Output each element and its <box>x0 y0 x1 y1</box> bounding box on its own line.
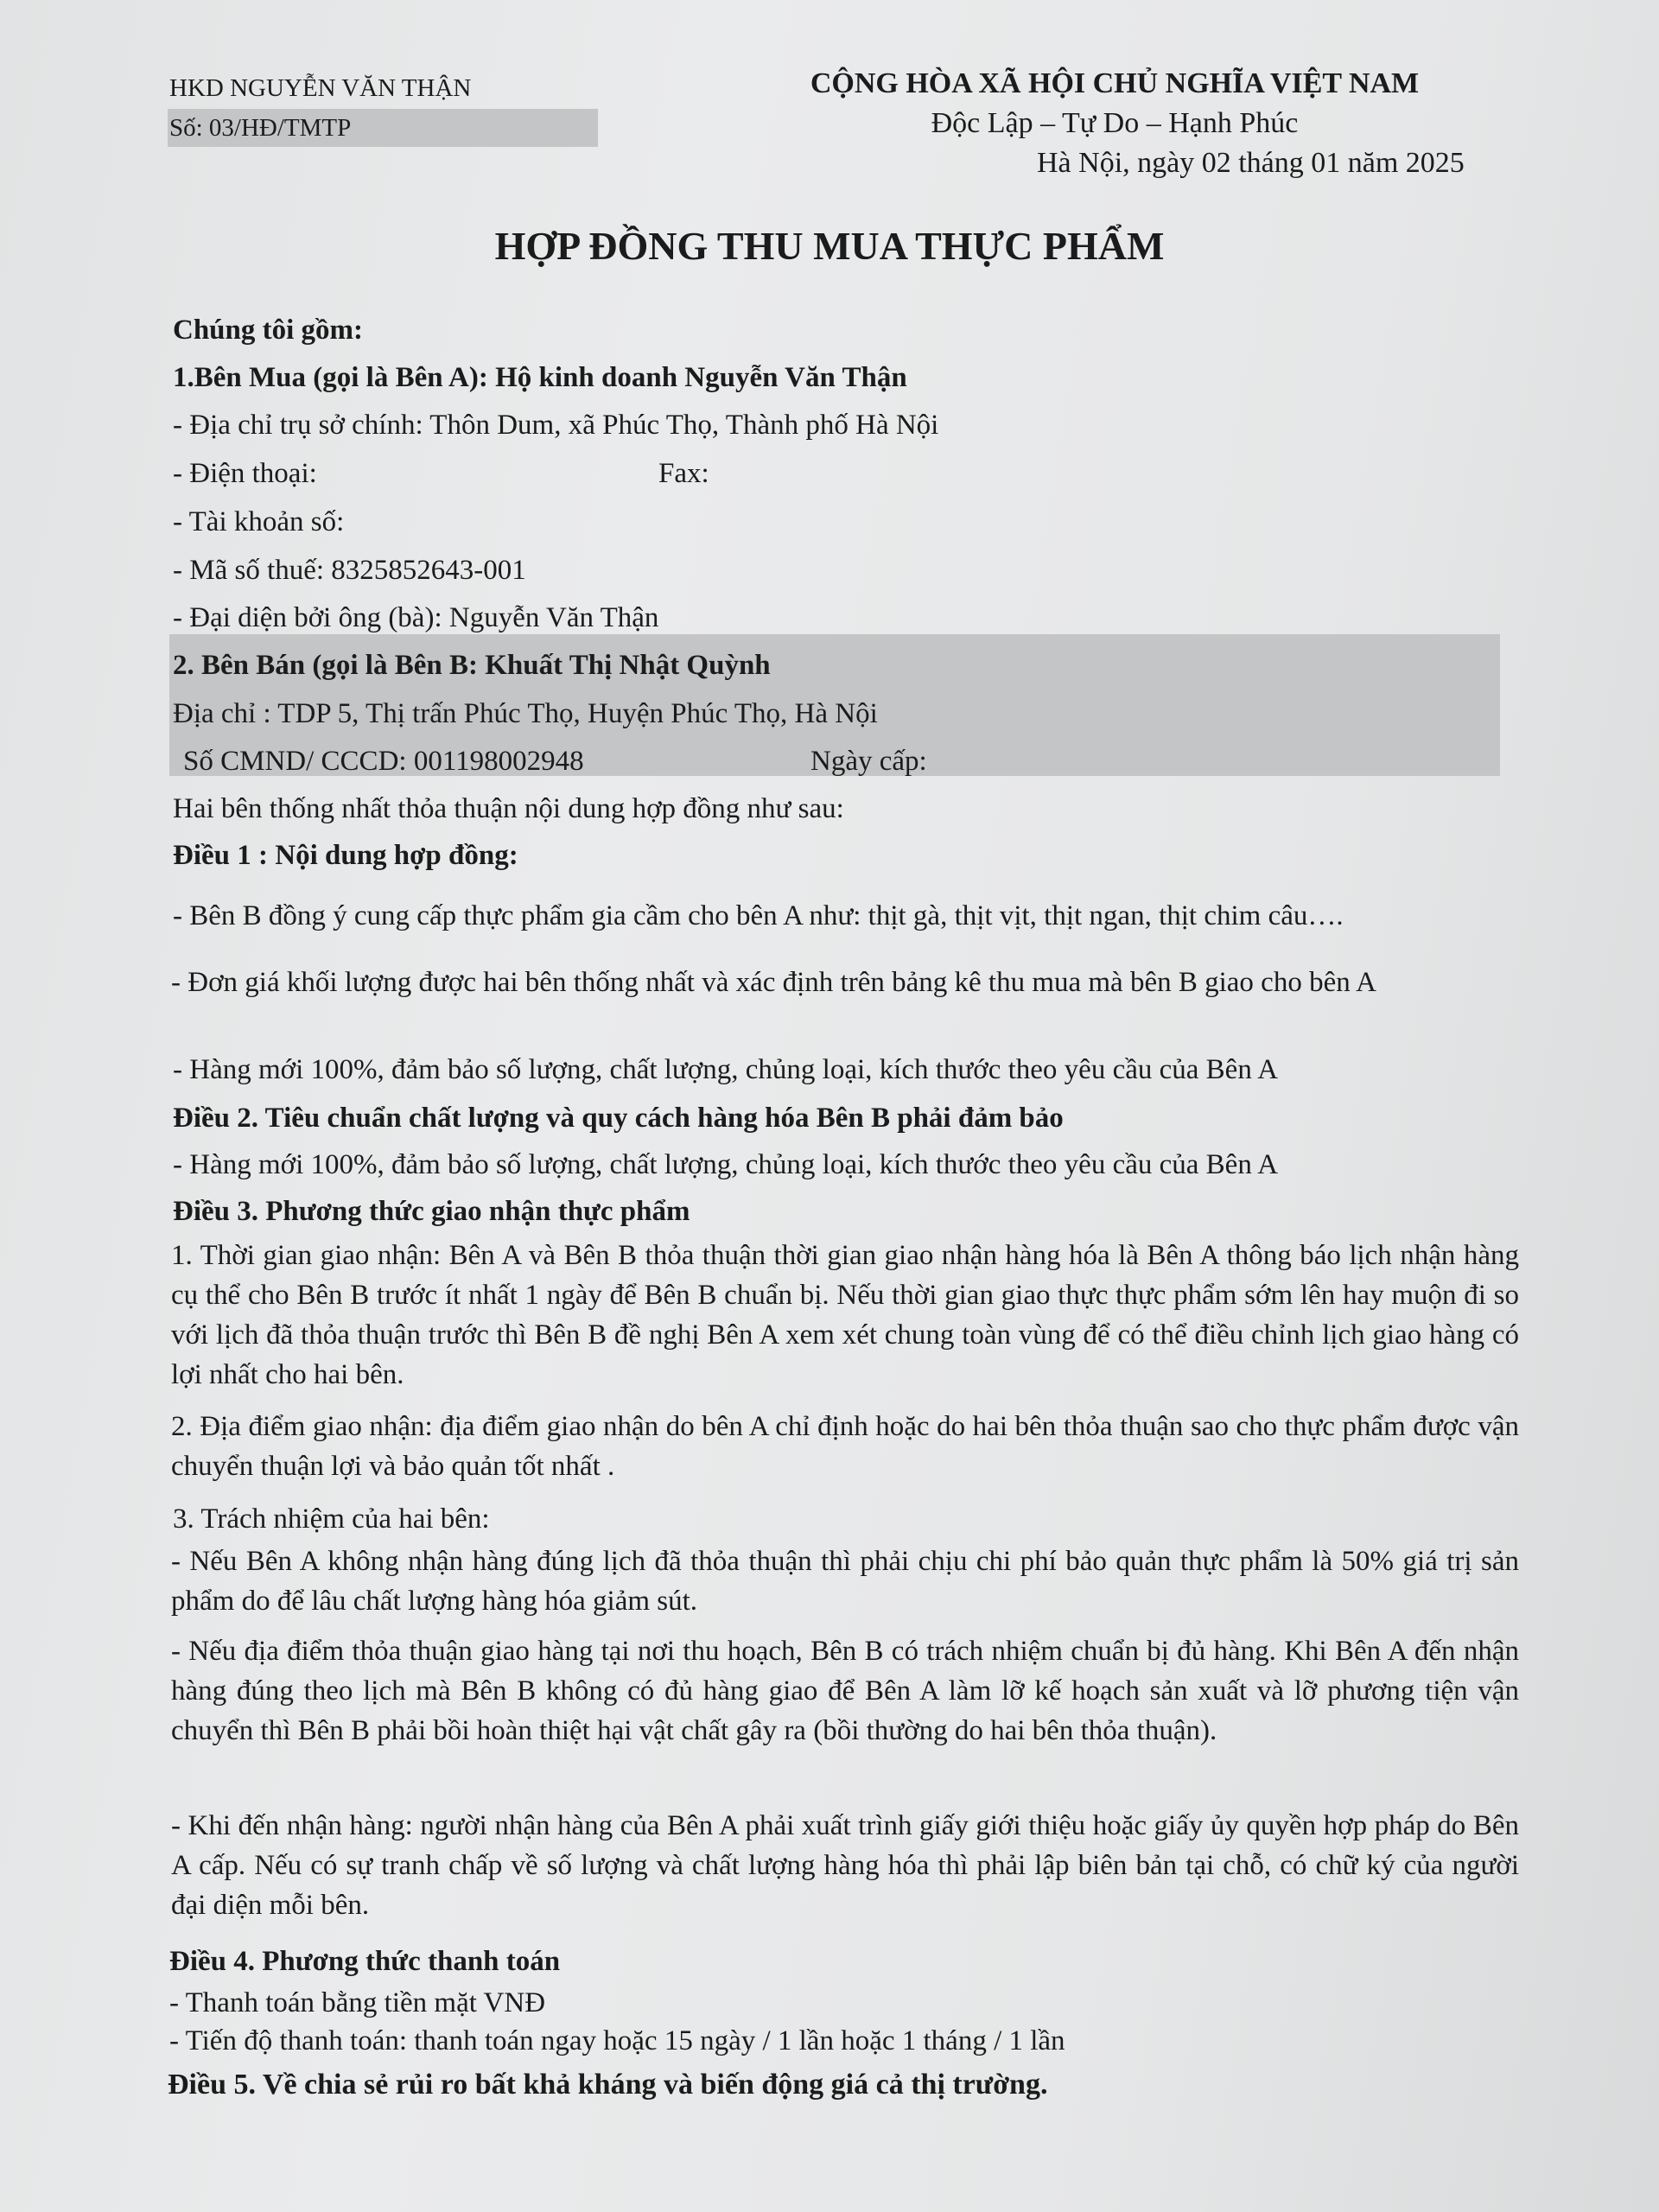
party-a-phone: - Điện thoại: <box>173 458 317 489</box>
article1-p2: - Đơn giá khối lượng được hai bên thống nhất và xác định trên bảng kê thu mua mà bên B giao cho bên A <box>171 967 1376 998</box>
party-a-fax: Fax: <box>658 458 709 489</box>
article1-p1: - Bên B đồng ý cung cấp thực phẩm gia cầm cho bên A như: thịt gà, thịt vịt, thịt ngan, thịt chim câu…. <box>173 900 1344 931</box>
article3-p4: - Nếu Bên A không nhận hàng đúng lịch đã thỏa thuận thì phải chịu chi phí bảo quản thực phẩm là 50% giá trị sản phẩm do để lâu chất lượng hàng hóa giảm sút. <box>171 1546 1519 1617</box>
party-a-tax: - Mã số thuế: 8325852643-001 <box>173 555 526 586</box>
article4-heading: Điều 4. Phương thức thanh toán <box>169 1946 561 1977</box>
article3-p6: - Khi đến nhận hàng: người nhận hàng của Bên A phải xuất trình giấy giới thiệu hoặc giấy ủy quyền hợp pháp do Bên A cấp. Nếu có sự tranh chấp về số lượng và chất lượng hàng hóa thì phải lập biên bản tại chỗ, có chữ ký của người đại diện mỗi bên. <box>171 1810 1519 1921</box>
agreement-intro: Hai bên thống nhất thỏa thuận nội dung hợp đồng như sau: <box>173 793 844 824</box>
party-a-account: - Tài khoản số: <box>173 506 345 537</box>
parties-intro: Chúng tôi gồm: <box>173 315 364 346</box>
article5-heading: Điều 5. Về chia sẻ rủi ro bất khả kháng và biến động giá cả thị trường. <box>168 2069 1048 2101</box>
nation-heading: CỘNG HÒA XÃ HỘI CHỦ NGHĨA VIỆT NAM <box>810 67 1420 99</box>
article4-p1: - Thanh toán bằng tiền mặt VNĐ <box>169 1987 546 2018</box>
article3-p1: 1. Thời gian giao nhận: Bên A và Bên B thỏa thuận thời gian giao nhận hàng hóa là Bên A thông báo lịch nhận hàng cụ thể cho Bên B trước ít nhất 1 ngày để Bên B chuẩn bị. Nếu thời gian giao thực thực phẩm sớm lên hay muộn đi so với lịch đã thỏa thuận trước thì Bên B đề nghị Bên A xem xét chung toàn vùng để có thể điều chỉnh lịch giao hàng có lợi nhất cho hai bên. <box>171 1240 1519 1390</box>
article3-p5: - Nếu địa điểm thỏa thuận giao hàng tại nơi thu hoạch, Bên B có trách nhiệm chuẩn bị đủ hàng. Khi Bên A đến nhận hàng đúng theo lịch mà Bên B không có đủ hàng giao để Bên A làm lỡ kế hoạch sản xuất và lỡ phương tiện vận chuyển thì Bên B phải bồi hoàn thiệt hại vật chất gây ra (bồi thường do hai bên thỏa thuận). <box>171 1636 1519 1746</box>
company-name: HKD NGUYỄN VĂN THẬN <box>169 74 472 102</box>
party-b-issue-date: Ngày cấp: <box>810 746 927 777</box>
article1-heading: Điều 1 : Nội dung hợp đồng: <box>173 840 518 871</box>
article2-p1: - Hàng mới 100%, đảm bảo số lượng, chất lượng, chủng loại, kích thước theo yêu cầu của Bên A <box>173 1149 1279 1180</box>
party-b-heading: 2. Bên Bán (gọi là Bên B: Khuất Thị Nhật Quỳnh <box>173 650 771 681</box>
article3-p3: 3. Trách nhiệm của hai bên: <box>173 1503 490 1535</box>
party-b-id: Số CMND/ CCCD: 001198002948 <box>183 746 584 777</box>
party-b-address: Địa chỉ : TDP 5, Thị trấn Phúc Thọ, Huyện Phúc Thọ, Hà Nội <box>173 698 878 729</box>
nation-motto: Độc Lập – Tự Do – Hạnh Phúc <box>931 107 1299 139</box>
article2-heading: Điều 2. Tiêu chuẩn chất lượng và quy cách hàng hóa Bên B phải đảm bảo <box>173 1103 1064 1134</box>
party-a-address: - Địa chỉ trụ sở chính: Thôn Dum, xã Phúc Thọ, Thành phố Hà Nội <box>173 410 939 441</box>
doc-number: Số: 03/HĐ/TMTP <box>169 114 352 142</box>
party-a-representative: - Đại diện bởi ông (bà): Nguyễn Văn Thận <box>173 602 659 633</box>
article3-p2: 2. Địa điểm giao nhận: địa điểm giao nhận do bên A chỉ định hoặc do hai bên thỏa thuận sao cho thực phẩm được vận chuyển thuận lợi và bảo quản tốt nhất . <box>171 1411 1519 1482</box>
date-place: Hà Nội, ngày 02 tháng 01 năm 2025 <box>1037 147 1465 179</box>
article3-heading: Điều 3. Phương thức giao nhận thực phẩm <box>173 1196 690 1227</box>
article1-p3: - Hàng mới 100%, đảm bảo số lượng, chất lượng, chủng loại, kích thước theo yêu cầu của Bên A <box>173 1054 1279 1085</box>
party-a-heading: 1.Bên Mua (gọi là Bên A): Hộ kinh doanh Nguyễn Văn Thận <box>173 362 907 393</box>
document-title: HỢP ĐỒNG THU MUA THỰC PHẨM <box>494 224 1165 268</box>
article4-p2: - Tiến độ thanh toán: thanh toán ngay hoặc 15 ngày / 1 lần hoặc 1 tháng / 1 lần <box>169 2025 1065 2056</box>
